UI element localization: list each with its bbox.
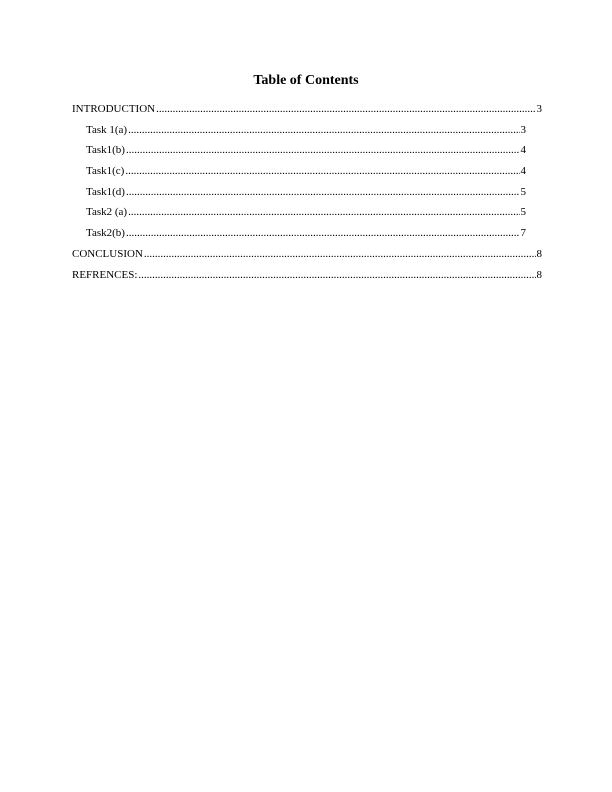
toc-entry-label: Task1(c) [86, 165, 125, 178]
toc-title: Table of Contents [253, 73, 359, 88]
toc-entry-page-number: 5 [520, 206, 526, 219]
toc-dot-leader [144, 246, 536, 263]
toc-dot-leader [126, 184, 520, 201]
toc-entry-label: INTRODUCTION [72, 103, 156, 115]
toc-dot-leader [126, 225, 520, 242]
toc-entry-page-number: 4 [520, 165, 526, 178]
toc-entry-page-number: 8 [536, 247, 542, 260]
toc-entry-label: Task1(b) [86, 144, 125, 157]
toc-entry-page-number: 3 [536, 103, 542, 115]
toc-dot-leader [125, 163, 519, 180]
toc-entry-task-2a[interactable] [72, 204, 526, 225]
toc-entry-introduction[interactable] [72, 101, 542, 122]
toc-entry-references[interactable] [72, 267, 542, 288]
toc-dot-leader [156, 101, 535, 118]
toc-entry-label: Task1(d) [86, 185, 125, 198]
toc-entry-page-number: 8 [536, 268, 542, 281]
toc-entry-task-1d[interactable] [72, 184, 526, 205]
toc-dot-leader [126, 142, 520, 159]
toc-entry-task-1c[interactable] [72, 163, 526, 184]
toc-entry-page-number: 3 [520, 123, 526, 136]
toc-entry-label: Task2 (a) [86, 206, 128, 219]
toc-dot-leader [128, 122, 519, 139]
toc-dot-leader [138, 267, 535, 284]
toc-entry-label: REFRENCES: [72, 268, 138, 281]
toc-entry-task-2b[interactable] [72, 225, 526, 246]
toc-entry-label: Task2(b) [86, 227, 125, 240]
toc-list [72, 101, 542, 287]
toc-entry-label: Task 1(a) [86, 123, 128, 136]
toc-entry-page-number: 4 [520, 144, 526, 157]
toc-dot-leader [128, 204, 519, 221]
toc-entry-label: CONCLUSION [72, 247, 143, 260]
toc-entry-task-1b[interactable] [72, 142, 526, 163]
toc-entry-task-1a[interactable] [72, 122, 526, 143]
toc-entry-conclusion[interactable] [72, 246, 542, 267]
toc-entry-page-number: 7 [520, 227, 526, 240]
toc-entry-page-number: 5 [520, 185, 526, 198]
